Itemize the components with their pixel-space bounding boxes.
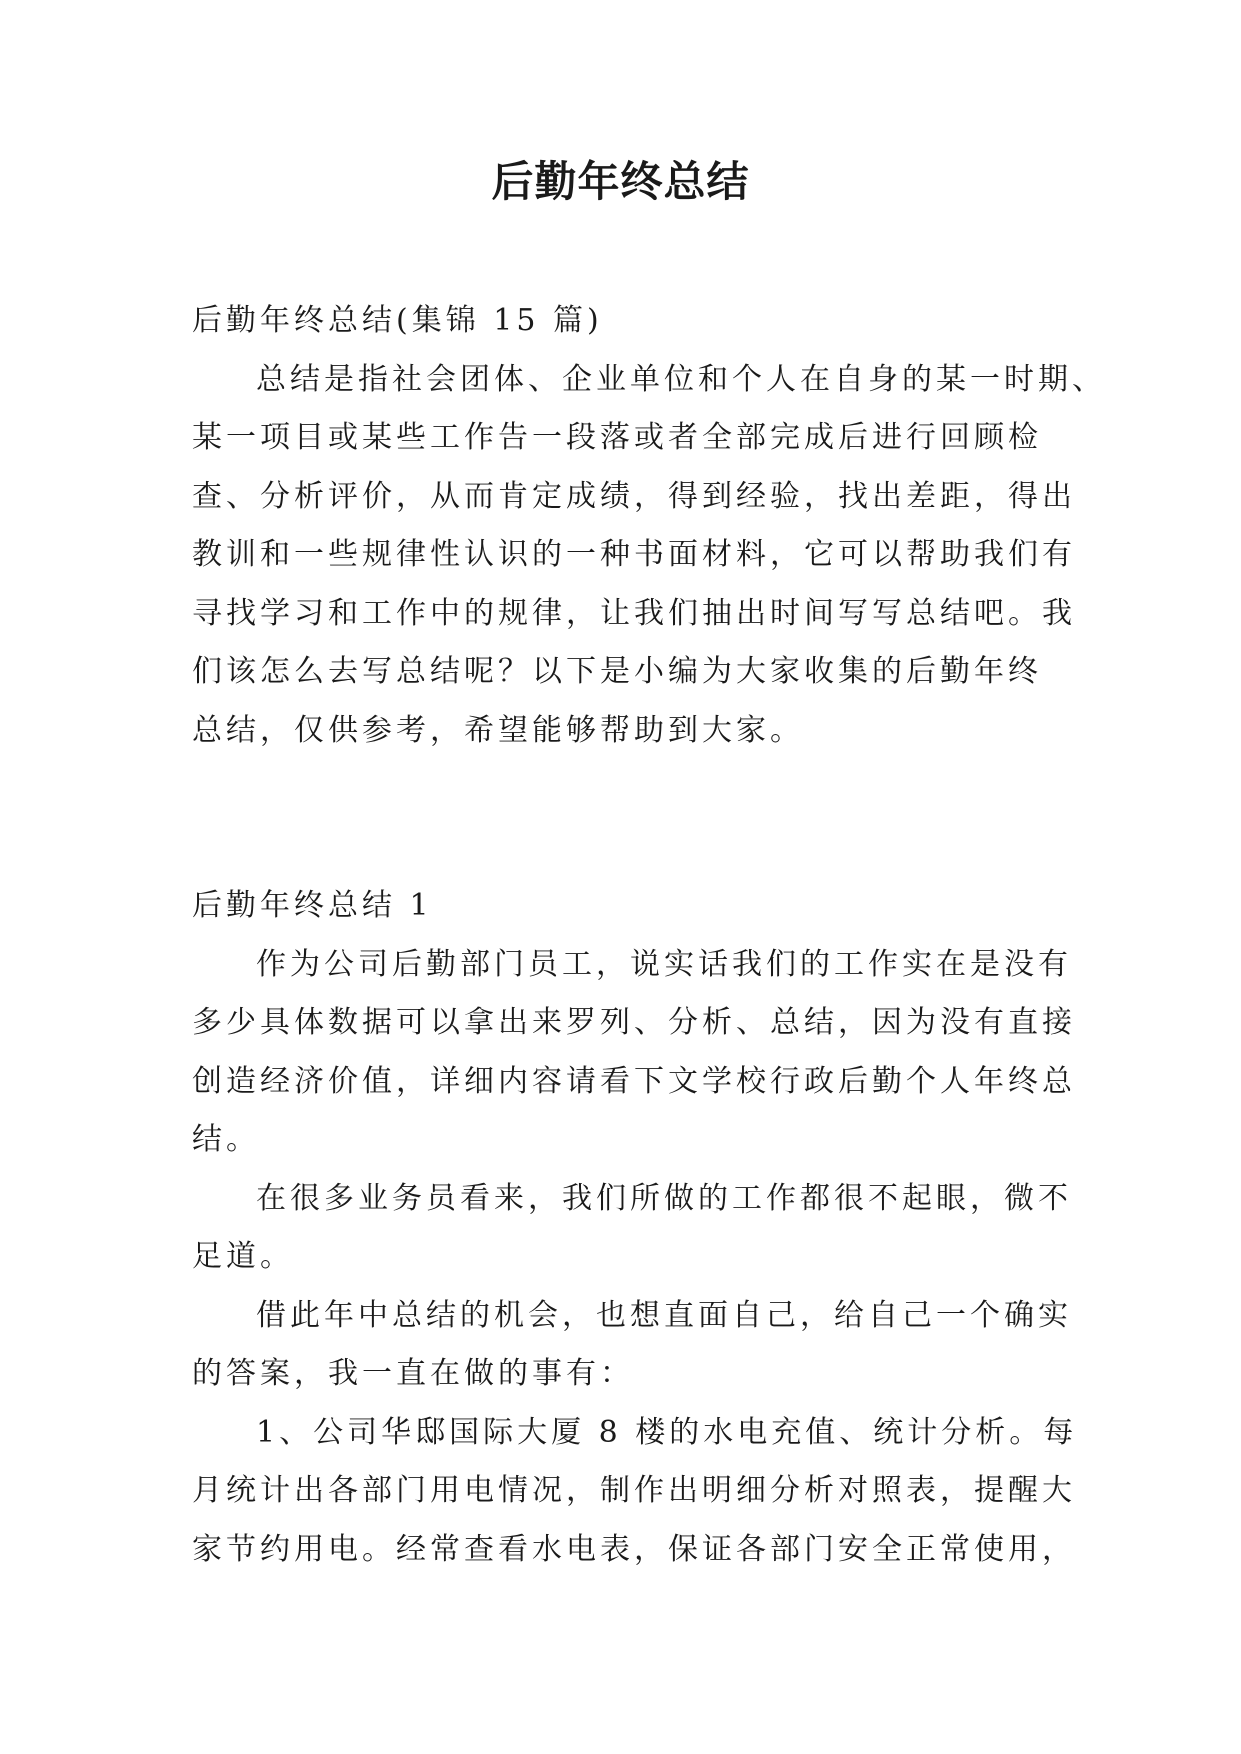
intro-line: 某一项目或某些工作告一段落或者全部完成后进行回顾检: [192, 420, 1042, 455]
paragraph-line: 月统计出各部门用电情况，制作出明细分析对照表，提醒大: [192, 1473, 1076, 1508]
paragraph-line: 1、公司华邸国际大厦 8 楼的水电充值、统计分析。每: [256, 1414, 1078, 1450]
paragraph-line: 在很多业务员看来，我们所做的工作都很不起眼，微不: [256, 1180, 1072, 1216]
paragraph-line: 家节约用电。经常查看水电表，保证各部门安全正常使用，: [192, 1531, 1076, 1567]
intro-line: 总结，仅供参考，希望能够帮助到大家。: [192, 712, 804, 748]
intro-line: 寻找学习和工作中的规律，让我们抽出时间写写总结吧。我: [192, 595, 1076, 631]
intro-line: 教训和一些规律性认识的一种书面材料，它可以帮助我们有: [192, 537, 1076, 572]
intro-line: 查、分析评价，从而肯定成绩，得到经验，找出差距，得出: [192, 478, 1076, 514]
paragraph-line: 足道。: [192, 1239, 294, 1274]
paragraph-line: 创造经济价值，详细内容请看下文学校行政后勤个人年终总: [192, 1063, 1076, 1099]
paragraph-line: 作为公司后勤部门员工，说实话我们的工作实在是没有: [256, 946, 1072, 982]
intro-line: 们该怎么去写总结呢？以下是小编为大家收集的后勤年终: [192, 654, 1042, 689]
paragraph-line: 多少具体数据可以拿出来罗列、分析、总结，因为没有直接: [192, 1005, 1076, 1040]
document-title: 后勤年终总结: [491, 157, 750, 206]
paragraph-line: 结。: [192, 1122, 260, 1157]
intro-line: 总结是指社会团体、企业单位和个人在自身的某一时期、: [256, 361, 1106, 397]
intro-heading: 后勤年终总结(集锦 15 篇): [192, 303, 603, 338]
section-spacer: [192, 760, 1052, 877]
section-heading: 后勤年终总结 1: [192, 888, 433, 923]
paragraph-line: 借此年中总结的机会，也想直面自己，给自己一个确实: [256, 1297, 1072, 1333]
document-body: [192, 292, 1106, 1579]
paragraph-line: 的答案，我一直在做的事有：: [192, 1356, 634, 1391]
